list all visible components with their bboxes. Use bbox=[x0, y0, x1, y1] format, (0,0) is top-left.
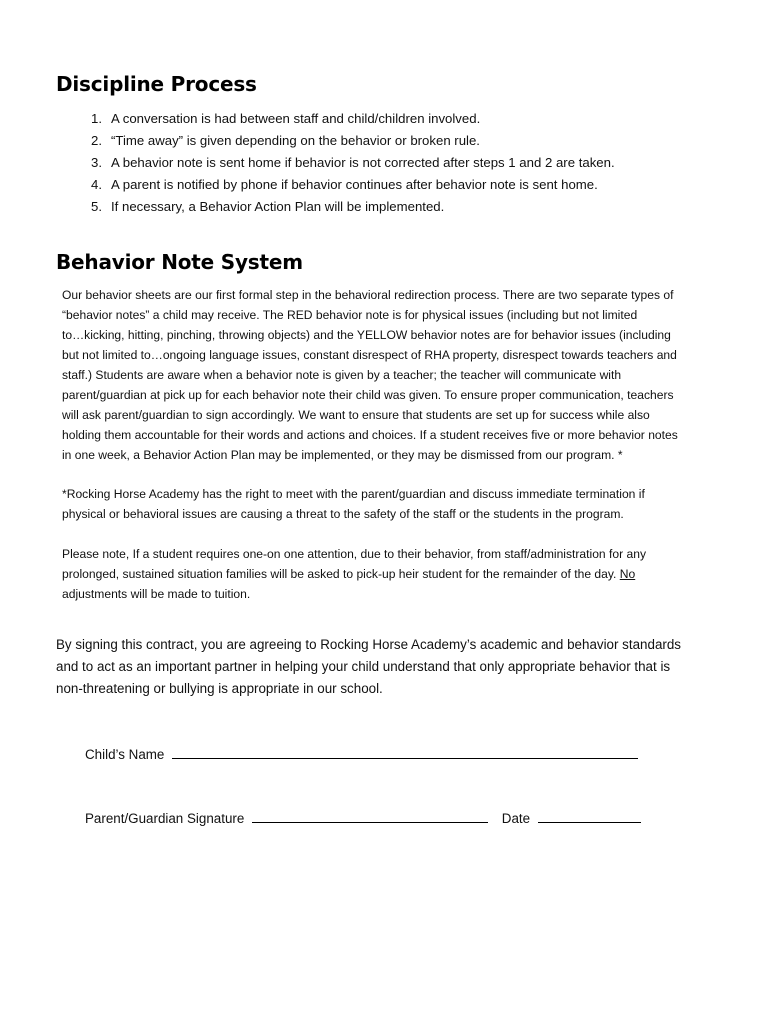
parent-signature-field[interactable] bbox=[252, 808, 488, 823]
termination-footnote: *Rocking Horse Academy has the right to meet with the parent/guardian and discuss immediate termination if physical or behavioral issues are causing a threat to the safety of the staff or the students in the program. bbox=[62, 487, 645, 521]
no-emphasis: No bbox=[619, 567, 636, 581]
behavior-note-heading: Behavior Note System bbox=[56, 250, 303, 274]
discipline-steps-list bbox=[58, 108, 615, 218]
list-item: 4. A parent is notified by phone if behavior continues after behavior note is sent home. bbox=[91, 177, 598, 192]
child-name-field[interactable] bbox=[172, 744, 638, 759]
tuition-note: Please note, If a student requires one-on one attention, due to their behavior, from staff/administration for any prolonged, sustained situation families will be asked to pick-up heir student for the remainder of the day. No adjustments will be made to tuition. bbox=[62, 547, 646, 601]
parent-signature-row bbox=[85, 808, 641, 826]
child-name-label: Child’s Name bbox=[85, 747, 165, 762]
behavior-note-paragraph: Our behavior sheets are our first formal step in the behavioral redirection process. There are two separate types of “behavior notes” a child may receive. The RED behavior note is for physical issues (including but not limited to…kicking, hitting, pinching, throwing objects) and the YELLOW behavior notes are for behavior issues (including but not limited to…ongoing language issues, constant disrespect of RHA property, disrespect towards teachers and staff.) Students are aware when a behavior note is given by a teacher; the teacher will communicate with parent/guardian at pick up for each behavior note their child was given. To ensure proper communication, teachers will ask parent/guardian to sign accordingly. We want to ensure that students are set up for success while also holding them accountable for their words and actions and choices. If a student receives five or more behavior notes in one week, a Behavior Action Plan may be implemented, or they may be dismissed from our program. * bbox=[62, 288, 678, 462]
date-field[interactable] bbox=[538, 808, 641, 823]
discipline-heading: Discipline Process bbox=[56, 72, 257, 96]
child-name-row bbox=[85, 744, 638, 762]
date-label: Date bbox=[501, 811, 531, 826]
list-item: 1. A conversation is had between staff and child/children involved. bbox=[91, 111, 481, 126]
agreement-paragraph: By signing this contract, you are agreeing to Rocking Horse Academy’s academic and behavior standards and to act as an important partner in helping your child understand that only appropriate behavior that is non-threatening or bullying is appropriate in our school. bbox=[56, 637, 681, 696]
list-item: 3. A behavior note is sent home if behavior is not corrected after steps 1 and 2 are taken. bbox=[91, 155, 615, 170]
list-item: 5. If necessary, a Behavior Action Plan will be implemented. bbox=[91, 199, 445, 214]
list-item: 2. “Time away” is given depending on the behavior or broken rule. bbox=[91, 133, 480, 148]
parent-signature-label: Parent/Guardian Signature bbox=[85, 811, 245, 826]
